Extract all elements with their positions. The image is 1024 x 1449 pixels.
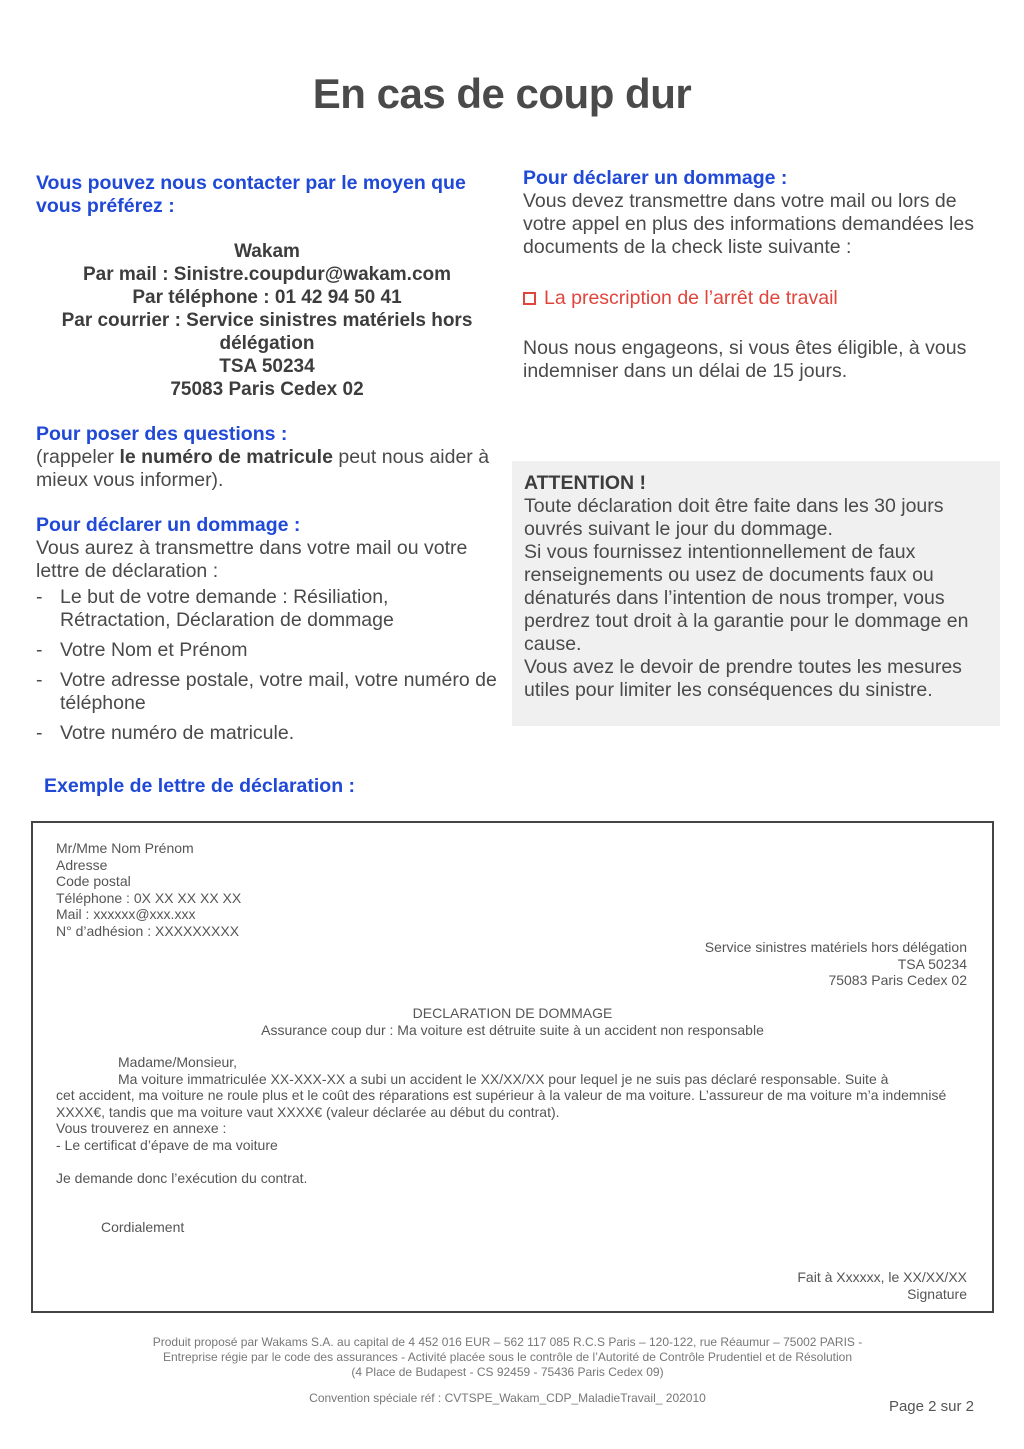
letter-signature: Signature xyxy=(907,1285,967,1302)
footer-line: Produit proposé par Wakams S.A. au capital de 4 452 016 EUR – 562 117 085 R.C.S Paris – 120-122, rue Réaumur – 75002 PARIS - xyxy=(152,1335,863,1349)
declare-text-left: Vous aurez à transmettre dans votre mail ou votre lettre de déclaration : xyxy=(36,537,468,582)
letter-annex-intro: Vous trouverez en annexe : xyxy=(56,1120,227,1136)
letter-body xyxy=(56,1054,961,1186)
page-footer xyxy=(0,1335,1015,1406)
subject-detail: Assurance coup dur : Ma voiture est détruite suite à un accident non responsable xyxy=(261,1021,764,1038)
contact-company: Wakam xyxy=(234,241,300,262)
attention-paragraph: Vous avez le devoir de prendre toutes les mesures utiles pour limiter les conséquences du sinistre. xyxy=(524,656,962,701)
checklist-item xyxy=(523,287,991,310)
example-letter xyxy=(31,821,994,1313)
questions-text: (rappeler le numéro de matricule peut nous aider à mieux vous informer). xyxy=(36,446,490,491)
list-item: - Le but de votre demande : Résiliation, Rétractation, Déclaration de dommage xyxy=(36,586,498,632)
declare-text-right: Vous devez transmettre dans votre mail ou lors de votre appel en plus des informations demandées les documents de la check liste suivante : xyxy=(523,190,974,258)
footer-line: (4 Place de Budapest - CS 92459 - 75436 Paris Cedex 09) xyxy=(351,1365,664,1379)
attention-paragraph: Si vous fournissez intentionnellement de faux renseignements ou usez de documents faux ou dénaturés dans l’intention de nous tromper, vous perdrez tout droit à la garantie pour le dommage en cause. xyxy=(524,541,969,655)
recipient-line: TSA 50234 xyxy=(897,955,967,972)
sender-line: Mail : xxxxxx@xxx.xxx xyxy=(56,906,196,922)
letter-subject xyxy=(33,1005,992,1038)
letter-annex-item: - Le certificat d’épave de ma voiture xyxy=(56,1136,278,1153)
letter-signature-block xyxy=(797,1269,967,1302)
attention-box xyxy=(512,461,1000,726)
letter-recipient xyxy=(705,939,967,989)
sender-line: Mr/Mme Nom Prénom xyxy=(56,840,194,856)
sender-line: Code postal xyxy=(56,873,131,889)
commitment-text: Nous nous engageons, si vous êtes éligible, à vous indemniser dans un délai de 15 jours. xyxy=(523,337,967,382)
letter-body-first: Ma voiture immatriculée XX-XXX-XX a subi un accident le XX/XX/XX pour lequel je ne suis pas déclaré responsable. Suite à xyxy=(118,1070,889,1087)
footer-line: Entreprise régie par le code des assurances - Activité placée sous le contrôle de l’Autorité de Contrôle Prudentiel et de Résolution xyxy=(162,1350,853,1364)
matricule-emphasis: le numéro de matricule xyxy=(119,446,333,468)
contact-heading: Vous pouvez nous contacter par le moyen que vous préférez : xyxy=(36,172,466,217)
page-title: En cas de coup dur xyxy=(312,70,692,117)
declare-list xyxy=(36,586,498,745)
page-number: Page 2 sur 2 xyxy=(888,1398,974,1415)
declare-section-left xyxy=(36,514,498,745)
contact-block xyxy=(36,240,498,401)
checkbox-icon xyxy=(523,292,536,305)
contact-phone[interactable]: Par téléphone : 01 42 94 50 41 xyxy=(132,287,402,308)
list-item: - Votre numéro de matricule. xyxy=(36,722,498,745)
questions-section xyxy=(36,423,498,492)
declare-heading-right: Pour déclarer un dommage : xyxy=(523,167,788,189)
sender-line: N° d’adhésion : XXXXXXXXX xyxy=(56,922,240,939)
letter-request: Je demande donc l’exécution du contrat. xyxy=(56,1169,308,1186)
contact-mail-address: Par courrier : Service sinistres matériels hors délégation xyxy=(61,310,473,354)
sender-line: Adresse xyxy=(56,856,108,873)
recipient-line: Service sinistres matériels hors délégation xyxy=(704,939,967,955)
declare-heading-left: Pour déclarer un dommage : xyxy=(36,514,301,536)
letter-salutation: Madame/Monsieur, xyxy=(118,1054,238,1070)
example-heading: Exemple de lettre de déclaration : xyxy=(44,775,356,797)
footer-reference: Convention spéciale réf : CVTSPE_Wakam_CDP_MaladieTravail_ 202010 xyxy=(309,1391,706,1405)
letter-place-date: Fait à Xxxxxx, le XX/XX/XX xyxy=(797,1269,967,1285)
attention-heading: ATTENTION ! xyxy=(524,472,647,494)
left-column xyxy=(36,172,498,752)
contact-tsa: TSA 50234 xyxy=(219,356,315,377)
letter-sender xyxy=(56,840,241,939)
right-column xyxy=(523,167,991,383)
checklist-item-label: La prescription de l’arrêt de travail xyxy=(544,287,838,309)
questions-heading: Pour poser des questions : xyxy=(36,423,288,445)
sender-line: Téléphone : 0X XX XX XX XX xyxy=(56,889,242,906)
subject-title: DECLARATION DE DOMMAGE xyxy=(412,1005,613,1021)
letter-body-rest: cet accident, ma voiture ne roule plus et le coût des réparations est supérieur à la valeur de ma voiture. L’assureur de ma voiture m’a indemnisé XXXX€, tandis que ma voiture vaut XXXX€ (valeur déclarée au début du contrat). xyxy=(56,1087,947,1120)
recipient-line: 75083 Paris Cedex 02 xyxy=(828,972,967,988)
list-item: - Votre adresse postale, votre mail, votre numéro de téléphone xyxy=(36,669,498,715)
attention-paragraph: Toute déclaration doit être faite dans les 30 jours ouvrés suivant le jour du dommage. xyxy=(524,495,944,540)
contact-email[interactable]: Par mail : Sinistre.coupdur@wakam.com xyxy=(82,264,452,285)
contact-city: 75083 Paris Cedex 02 xyxy=(170,379,364,400)
list-item: - Votre Nom et Prénom xyxy=(36,639,498,662)
letter-closing: Cordialement xyxy=(101,1219,185,1235)
